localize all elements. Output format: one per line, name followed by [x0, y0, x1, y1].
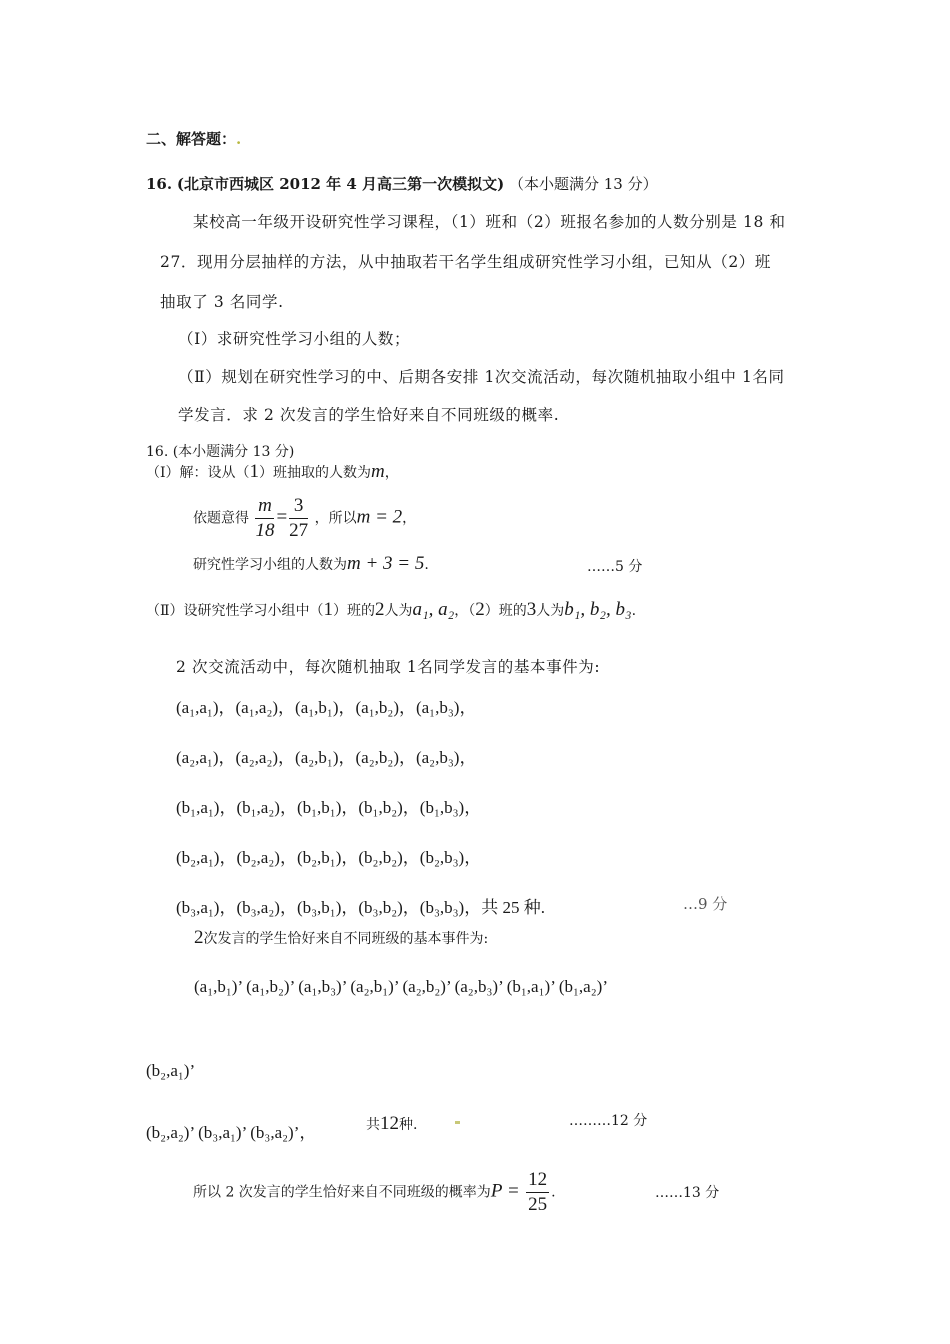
problem-source: (北京市西城区 2012 年 4 月高三第一次模拟文): [176, 175, 505, 193]
score-12: ………12 分: [569, 1113, 648, 1129]
fraction-12-25: $\frac{12}{25}$: [528, 1169, 548, 1215]
fraction-3-27: $\frac{3}{27}$: [289, 495, 309, 541]
score-13: ……13 分: [655, 1185, 720, 1201]
solution-step1: （Ⅰ）解：设从（1）班抽取的人数为m，: [146, 461, 399, 482]
solution-step9: 所以 2 次发言的学生恰好来自不同班级的概率为P = $\frac{12}{25}$ .: [193, 1169, 556, 1215]
event-row-1: (a₁,a₁)，(a₁,a₂)，(a₁,b₁)，(a₁,b₂)，(a₁,b₃)，: [176, 698, 477, 717]
event-row-4: (b₂,a₁)，(b₂,a₂)，(b₂,b₁)，(b₂,b₂)，(b₂,b₃)，: [176, 848, 482, 867]
diff-row-3: (b₂,a₂)’ (b₃,a₁)’ (b₃,a₂)’，: [146, 1123, 317, 1142]
solution-step7: 2次发言的学生恰好来自不同班级的基本事件为:: [194, 927, 489, 948]
solution-step5: 2 次交流活动中，每次随机抽取 1名同学发言的基本事件为:: [176, 658, 601, 676]
solution-step2: 依题意得 $\frac{m}{18}$ = $\frac{3}{27}$ ，所以m = 2，: [193, 495, 417, 541]
event-row-3: (b₁,a₁)，(b₁,a₂)，(b₁,b₁)，(b₁,b₂)，(b₁,b₃)，: [176, 798, 482, 817]
problem-part2-line2: 学发言．求 2 次发言的学生恰好来自不同班级的概率.: [178, 406, 560, 424]
problem-stem-line2: 27．现用分层抽样的方法，从中抽取若干名学生组成研究性学习小组，已知从（2）班: [160, 253, 771, 271]
problem-points: （本小题满分 13 分）: [508, 175, 658, 193]
fraction-m-18: $\frac{m}{18}$: [255, 495, 275, 541]
stray-mark: [455, 1121, 460, 1124]
solution-step3: 研究性学习小组的人数为m + 3 = 5.: [193, 553, 429, 574]
event-row-2: (a₂,a₁)，(a₂,a₂)，(a₂,b₁)，(a₂,b₂)，(a₂,b₃)，: [176, 748, 477, 767]
diff-total: 共12种.: [366, 1113, 418, 1134]
score-9: …9 分: [683, 895, 728, 913]
problem-stem-line1: 某校高一年级开设研究性学习课程，（1）班和（2）班报名参加的人数分别是 18 和: [193, 213, 786, 231]
solution-step4: （Ⅱ）设研究性学习小组中（1）班的2人为a₁, a₂，（2）班的3人为b₁, b₂, b₃.: [146, 599, 637, 620]
event-row-5: (b₃,a₁)，(b₃,a₂)，(b₃,b₁)，(b₃,b₂)，(b₃,b₃)，共 25 种.: [176, 898, 545, 917]
problem-part1: （Ⅰ）求研究性学习小组的人数；: [178, 330, 411, 348]
diff-row-1: (a₁,b₁)’ (a₁,b₂)’ (a₁,b₃)’ (a₂,b₁)’ (a₂,b₂)’ (a₂,b₃)’ (b₁,a₁)’ (b₁,a₂)’: [194, 977, 608, 996]
section-title: 二、解答题：.: [146, 130, 242, 148]
problem-header: [146, 173, 658, 194]
problem-number: 16.: [146, 175, 173, 193]
diff-row-2: (b₂,a₁)’: [146, 1061, 196, 1080]
problem-part2-line1: （Ⅱ）规划在研究性学习的中、后期各安排 1次交流活动，每次随机抽取小组中 1名同: [178, 368, 785, 386]
score-5: ……5 分: [587, 559, 643, 575]
solution-header: 16. (本小题满分 13 分): [146, 444, 295, 460]
problem-stem-line3: 抽取了 3 名同学.: [160, 293, 284, 311]
